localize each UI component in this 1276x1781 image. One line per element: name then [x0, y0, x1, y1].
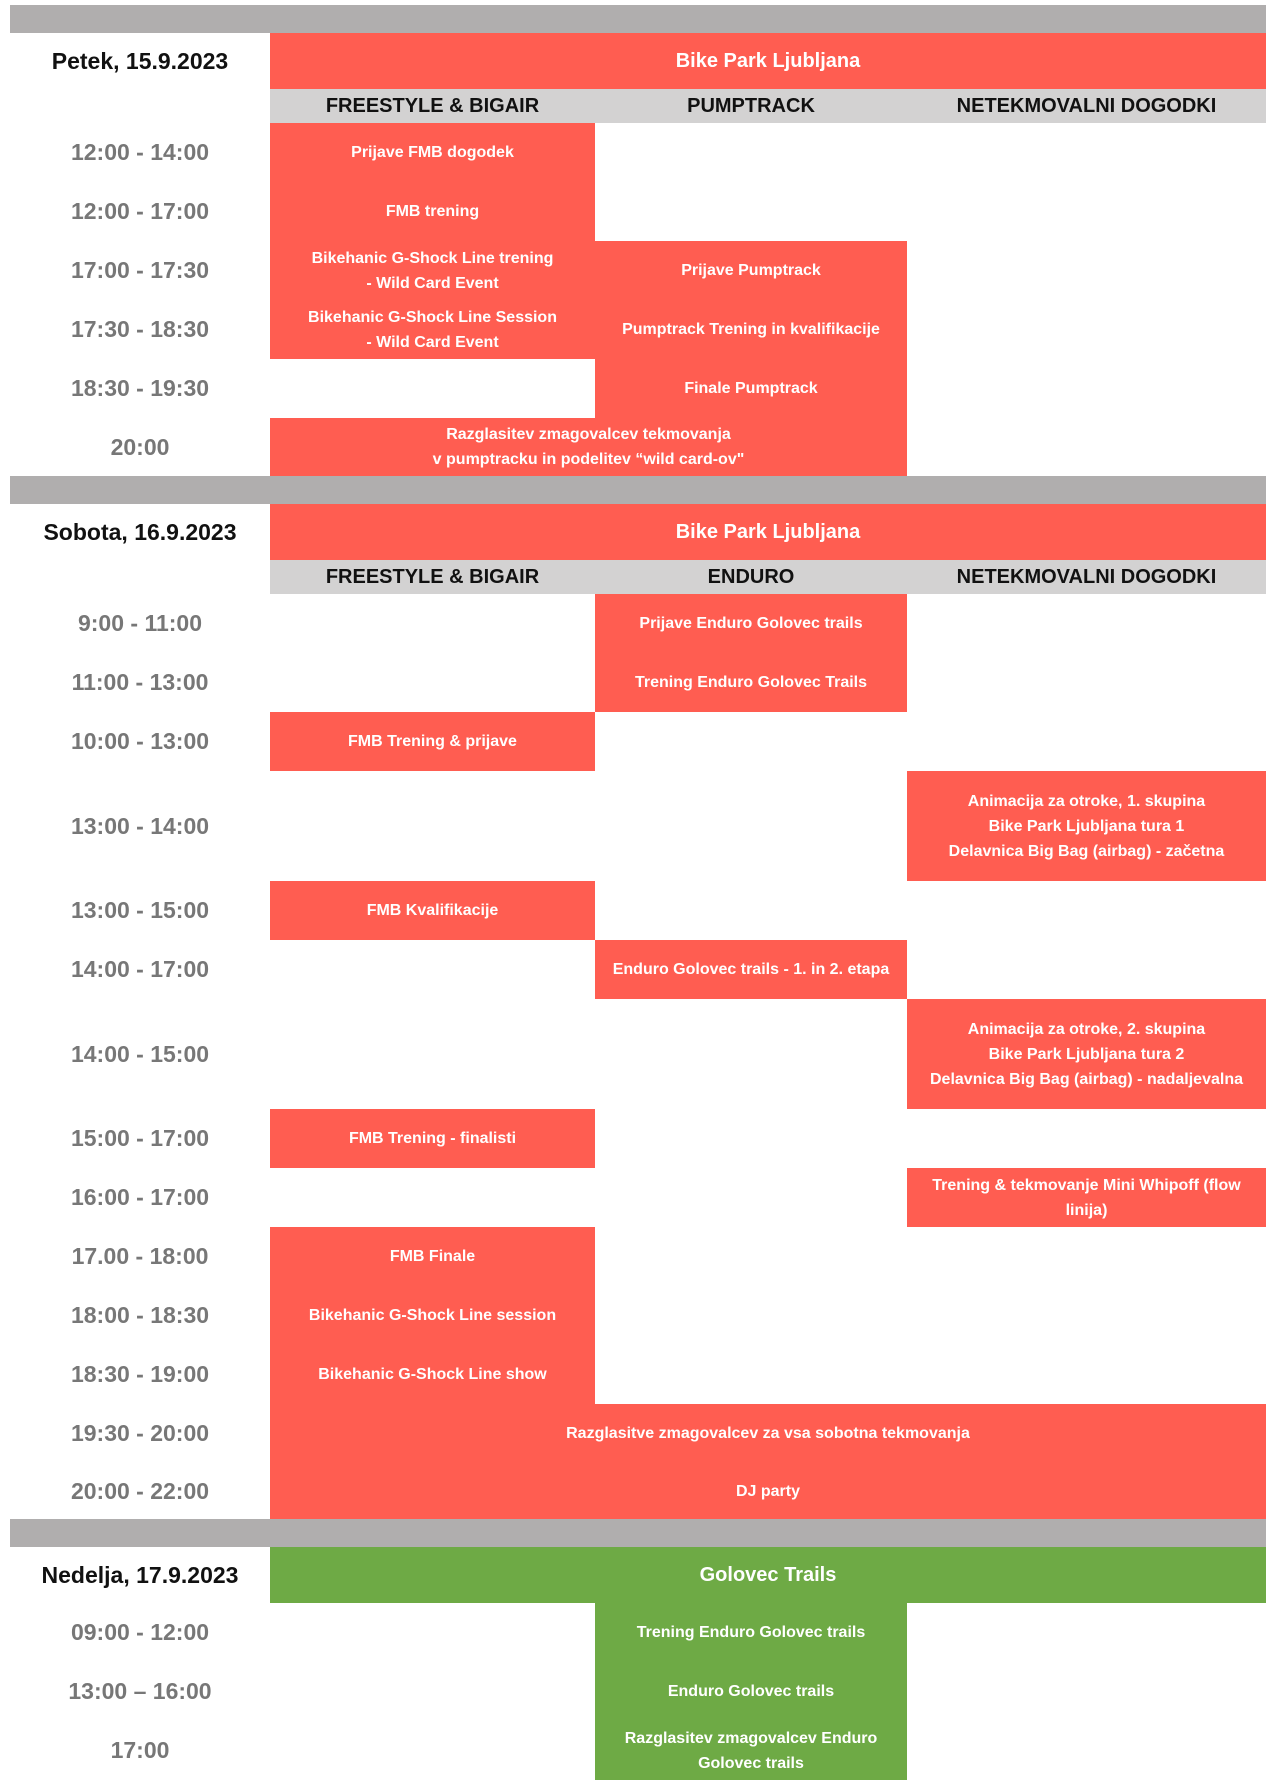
section-divider: [10, 1519, 1266, 1547]
event-cell: FMB Finale: [270, 1227, 595, 1286]
venue-header: Bike Park Ljubljana: [270, 33, 1266, 89]
time-slot: 17:00: [110, 1737, 170, 1763]
time-slot: 17:30 - 18:30: [70, 316, 210, 342]
event-cell: Trening Enduro Golovec trails: [595, 1603, 907, 1662]
time-slot: 18:30 - 19:30: [70, 375, 210, 401]
event-cell: Bikehanic G-Shock Line trening - Wild Card Event: [270, 241, 595, 300]
event-cell: Finale Pumptrack: [595, 359, 907, 418]
time-slot: 14:00 - 17:00: [70, 956, 210, 982]
event-cell: Animacija za otroke, 2. skupina Bike Park Ljubljana tura 2 Delavnica Big Bag (airbag) - nadaljevalna: [907, 999, 1266, 1109]
time-slot: 13:00 - 14:00: [70, 812, 210, 839]
event-cell: Enduro Golovec trails - 1. in 2. etapa: [595, 940, 907, 999]
time-slot: 13:00 - 15:00: [70, 897, 210, 923]
time-slot: 20:00: [110, 433, 170, 460]
time-slot: 10:00 - 13:00: [70, 728, 210, 754]
column-header: NETEKMOVALNI DOGODKI: [907, 89, 1266, 123]
venue-header: Bike Park Ljubljana: [270, 504, 1266, 560]
time-slot: 9:00 - 11:00: [77, 610, 203, 636]
time-slot: 09:00 - 12:00: [70, 1619, 210, 1645]
event-cell: FMB Trening - finalisti: [270, 1109, 595, 1168]
day-label: Petek, 15.9.2023: [51, 47, 229, 74]
time-slot: 18:30 - 19:00: [70, 1361, 210, 1387]
time-slot: 15:00 - 17:00: [70, 1125, 210, 1151]
event-cell: Bikehanic G-Shock Line Session - Wild Card Event: [270, 300, 595, 359]
time-slot: 16:00 - 17:00: [70, 1184, 210, 1210]
event-cell: Prijave Pumptrack: [595, 241, 907, 300]
section-divider: [10, 476, 1266, 504]
time-slot: 17:00 - 17:30: [70, 257, 210, 283]
time-slot: 19:30 - 20:00: [70, 1420, 210, 1446]
time-slot: 12:00 - 17:00: [70, 198, 210, 224]
event-cell: Pumptrack Trening in kvalifikacije: [595, 300, 907, 359]
event-cell: Trening Enduro Golovec Trails: [595, 653, 907, 712]
section-divider: [10, 5, 1266, 33]
event-cell: DJ party: [270, 1463, 1266, 1519]
event-cell: Razglasitev zmagovalcev tekmovanja v pumptracku in podelitev “wild card-ov": [270, 418, 907, 476]
time-slot: 12:00 - 14:00: [70, 139, 210, 165]
column-header: FREESTYLE & BIGAIR: [270, 560, 595, 594]
event-cell: Razglasitve zmagovalcev za vsa sobotna tekmovanja: [270, 1404, 1266, 1463]
time-slot: 18:00 - 18:30: [70, 1302, 210, 1328]
event-cell: Prijave Enduro Golovec trails: [595, 594, 907, 653]
time-slot: 11:00 - 13:00: [71, 669, 209, 695]
event-cell: Razglasitev zmagovalcev Enduro Golovec trails: [595, 1721, 907, 1780]
event-cell: Bikehanic G-Shock Line show: [270, 1345, 595, 1404]
event-cell: FMB Trening & prijave: [270, 712, 595, 771]
column-header: ENDURO: [595, 560, 907, 594]
event-cell: Bikehanic G-Shock Line session: [270, 1286, 595, 1345]
event-cell: Prijave FMB dogodek: [270, 123, 595, 182]
column-header: PUMPTRACK: [595, 89, 907, 123]
venue-header: Golovec Trails: [270, 1547, 1266, 1603]
day-label: Sobota, 16.9.2023: [43, 518, 237, 545]
time-slot: 14:00 - 15:00: [70, 1040, 210, 1067]
time-slot: 17.00 - 18:00: [71, 1243, 209, 1269]
time-slot: 20:00 - 22:00: [70, 1477, 210, 1504]
column-header: FREESTYLE & BIGAIR: [270, 89, 595, 123]
event-cell: Enduro Golovec trails: [595, 1662, 907, 1721]
event-cell: FMB Kvalifikacije: [270, 881, 595, 940]
event-cell: Animacija za otroke, 1. skupina Bike Park Ljubljana tura 1 Delavnica Big Bag (airbag) - začetna: [907, 771, 1266, 881]
event-cell: FMB trening: [270, 182, 595, 241]
column-header: NETEKMOVALNI DOGODKI: [907, 560, 1266, 594]
time-slot: 13:00 – 16:00: [68, 1678, 212, 1704]
day-label: Nedelja, 17.9.2023: [41, 1561, 239, 1588]
event-cell: Trening & tekmovanje Mini Whipoff (flow linija): [907, 1168, 1266, 1227]
